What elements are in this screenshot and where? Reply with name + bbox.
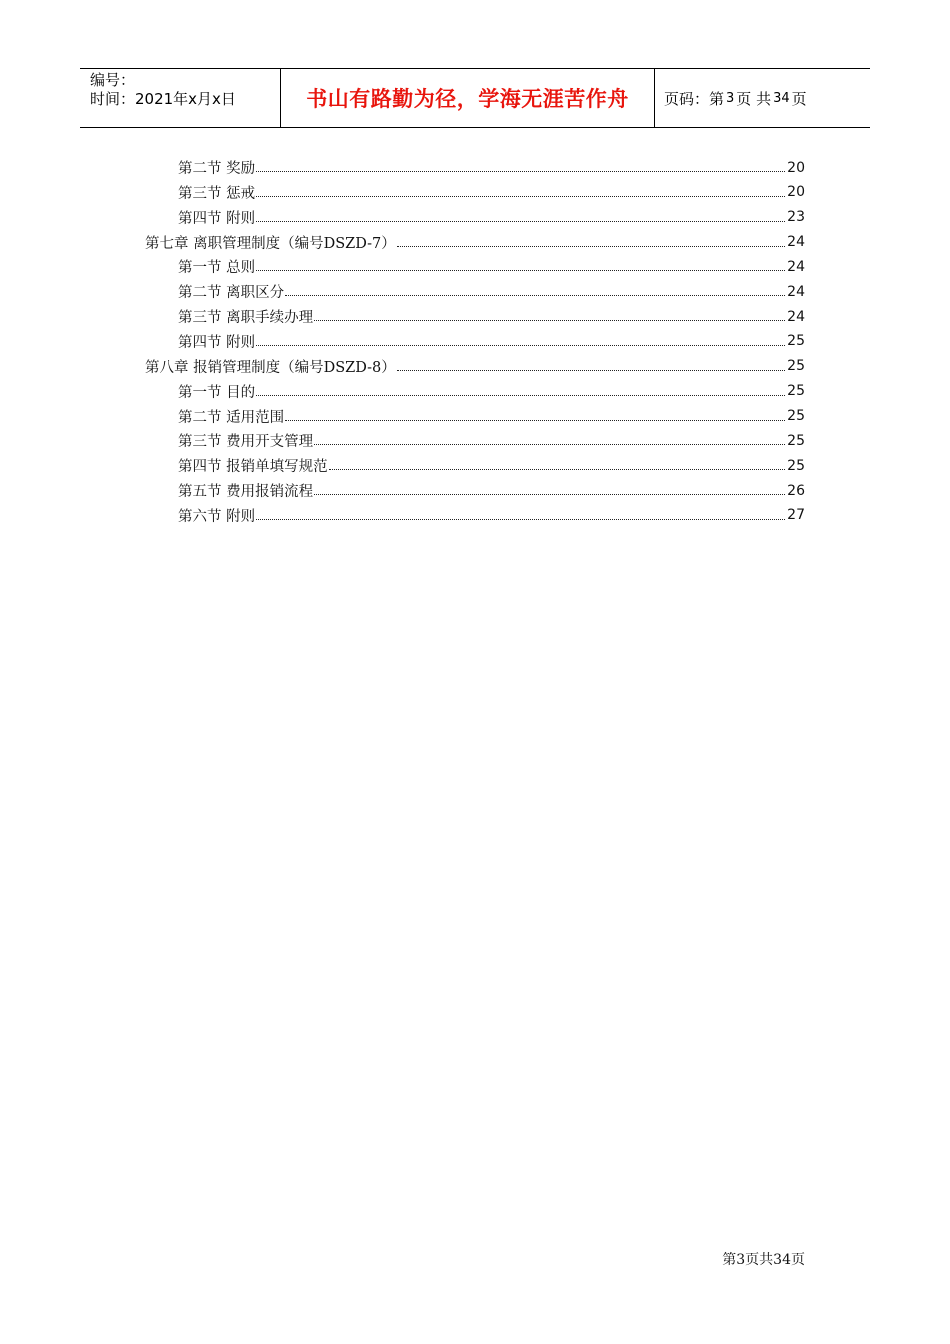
document-time-label: 时间：2021年x月x日: [90, 90, 236, 108]
toc-entry[interactable]: [178, 155, 805, 180]
page-header: [80, 68, 870, 128]
header-divider: [654, 69, 655, 127]
toc-entry-title: 第三节 离职手续办理: [178, 310, 314, 327]
toc-entry-page: 24: [787, 258, 805, 275]
toc-entry[interactable]: [178, 180, 805, 205]
toc-entry[interactable]: [178, 254, 805, 279]
toc-leader-dots: [314, 444, 785, 445]
page-footer: 第3页共34页: [722, 1252, 805, 1268]
page-total: 34: [773, 90, 790, 106]
toc-entry-page: 23: [787, 209, 805, 226]
toc-leader-dots: [285, 420, 785, 421]
toc-entry[interactable]: [178, 478, 805, 503]
toc-leader-dots: [256, 221, 785, 222]
header-motto: 书山有路勤为径，学海无涯苦作舟: [306, 87, 629, 111]
toc-leader-dots: [256, 270, 785, 271]
toc-entry-title: 第二节 离职区分: [178, 285, 285, 302]
toc-entry-page: 20: [787, 184, 805, 201]
toc-entry-page: 24: [787, 283, 805, 300]
toc-entry-page: 25: [787, 457, 805, 474]
toc-entry-page: 25: [787, 432, 805, 449]
toc-entry-page: 25: [787, 383, 805, 400]
toc-leader-dots: [256, 171, 785, 172]
toc-entry-title: 第四节 附则: [178, 210, 256, 227]
toc-leader-dots: [397, 246, 785, 247]
document-number-label: 编号：: [90, 71, 136, 89]
toc-entry-title: 第一节 总则: [178, 260, 256, 277]
toc-entry-page: 27: [787, 507, 805, 524]
toc-leader-dots: [256, 196, 785, 197]
page-prefix: 页码：第: [664, 89, 725, 108]
toc-entry[interactable]: [178, 304, 805, 329]
toc-leader-dots: [397, 370, 785, 371]
page-suffix: 页: [791, 89, 807, 108]
toc-entry[interactable]: [145, 230, 805, 255]
toc-entry-title: 第三节 惩戒: [178, 185, 256, 202]
toc-entry-page: 20: [787, 159, 805, 176]
page-current: 3: [726, 90, 735, 106]
toc-entry[interactable]: [178, 279, 805, 304]
toc-entry[interactable]: [178, 453, 805, 478]
page-mid: 页 共: [736, 89, 772, 108]
toc-leader-dots: [256, 519, 785, 520]
header-meta: [90, 71, 236, 109]
toc-entry[interactable]: [145, 354, 805, 379]
toc-entry[interactable]: [178, 205, 805, 230]
toc-entry-title: 第八章 报销管理制度（编号DSZD-8）: [145, 359, 396, 376]
toc-entry-title: 第五节 费用报销流程: [178, 484, 314, 501]
toc-entry-title: 第二节 适用范围: [178, 409, 285, 426]
toc-leader-dots: [256, 345, 785, 346]
toc-entry-title: 第七章 离职管理制度（编号DSZD-7）: [145, 235, 396, 252]
toc-leader-dots: [314, 320, 785, 321]
toc-entry-title: 第二节 奖励: [178, 161, 256, 177]
toc-entry[interactable]: [178, 404, 805, 429]
header-page-number: [664, 69, 807, 127]
toc-entry-page: 24: [787, 234, 805, 251]
toc-entry-title: 第六节 附则: [178, 508, 256, 525]
toc-leader-dots: [329, 469, 786, 470]
toc-entry-title: 第一节 目的: [178, 384, 256, 401]
toc-entry-page: 25: [787, 358, 805, 375]
toc-entry-title: 第四节 附则: [178, 334, 256, 351]
toc-entry[interactable]: [178, 329, 805, 354]
toc-entry[interactable]: [178, 428, 805, 453]
toc-entry[interactable]: [178, 379, 805, 404]
toc-leader-dots: [314, 494, 785, 495]
toc-entry-title: 第三节 费用开支管理: [178, 434, 314, 451]
toc-entry-title: 第四节 报销单填写规范: [178, 459, 328, 476]
toc-entry-page: 25: [787, 408, 805, 424]
toc-leader-dots: [256, 395, 785, 396]
toc-leader-dots: [285, 295, 785, 296]
toc-entry-page: 24: [787, 308, 805, 325]
toc-entry-page: 26: [787, 482, 805, 499]
toc-entry[interactable]: [178, 503, 805, 528]
toc-entry-page: 25: [787, 333, 805, 350]
